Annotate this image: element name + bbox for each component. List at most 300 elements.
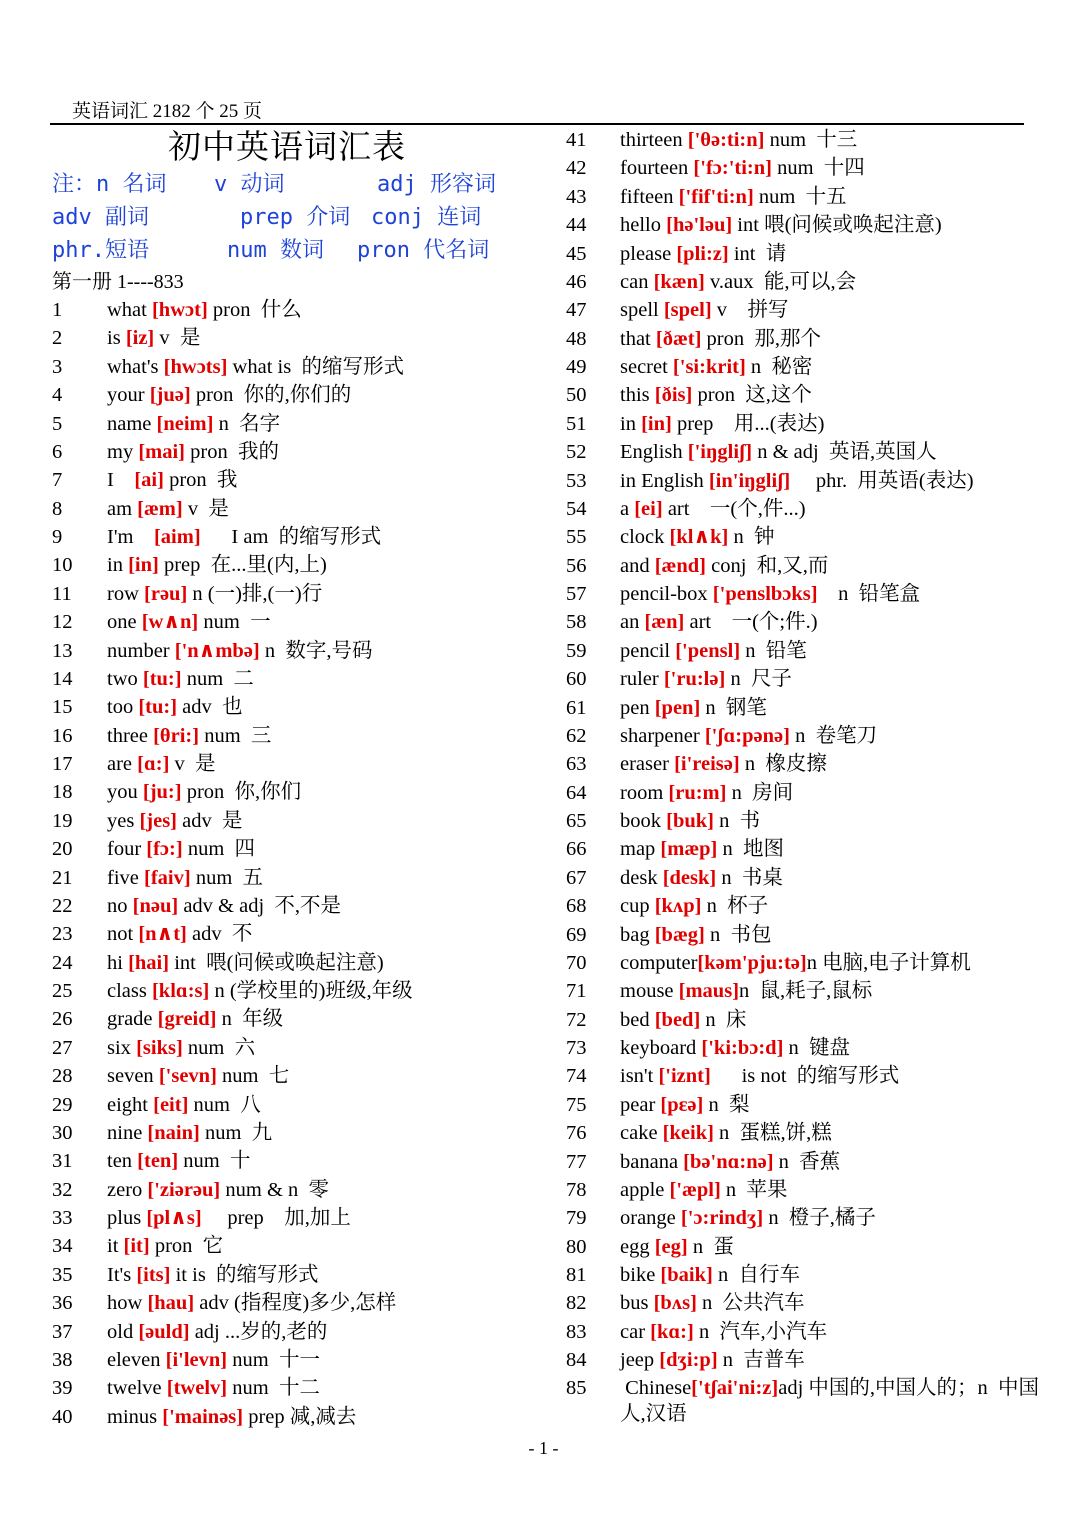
entry-phonetic: [pli:z] [676,242,729,265]
entry-phonetic: [pɛə] [660,1093,704,1116]
entry-definition: prep 减,减去 [243,1405,357,1428]
entry-definition: n 年级 [216,1008,284,1031]
entry-word: can [620,270,654,293]
entry-number: 12 [52,611,73,634]
entry-text [107,1232,223,1260]
entry-phonetic: [əuld] [138,1320,190,1343]
entry-phonetic: [kɑ:] [650,1320,694,1343]
entry-phonetic: ['mainəs] [162,1405,244,1428]
entry-text [107,665,254,693]
entry-text [107,693,243,721]
vocab-entry [52,864,552,892]
entry-definition: pron 你的,你们的 [190,384,352,407]
entry-definition: num 六 [182,1036,256,1059]
entry-phonetic: [bə'nɑ:nə] [683,1150,774,1173]
entry-definition: what is 的缩写形式 [227,355,404,378]
entry-definition: v 拼写 [711,299,789,322]
entry-definition: n 汽车,小汽车 [693,1320,828,1343]
entry-word: yes [107,809,140,832]
entry-definition: num 八 [188,1093,261,1116]
entry-word: zero [107,1178,148,1201]
entry-phonetic: [kəm'pju:tə] [697,951,807,974]
vocab-entry [566,949,1036,977]
entry-word: cup [620,895,655,918]
entry-phonetic: [kæn] [653,270,705,293]
entry-definition: n 橙子,橘子 [763,1207,876,1230]
entry-phonetic: [in'iŋgliʃ] [708,469,791,492]
entry-number: 71 [566,980,587,1003]
entry-definition: num 十三 [764,129,858,151]
entry-text [620,892,768,920]
entry-phonetic: [pen] [654,696,701,719]
entry-phonetic: [bæg] [654,923,705,946]
entry-definition: num 一 [198,611,271,634]
entry-phonetic: [iz] [125,327,155,350]
entry-word: minus [107,1405,163,1428]
entry-definition: n 书桌 [716,866,783,889]
entry-number: 80 [566,1235,587,1258]
entry-number: 2 [52,327,63,350]
entry-phonetic: [hai] [128,951,170,974]
entry-number: 19 [52,809,73,832]
entry-word: map [620,838,661,861]
entry-text [107,1403,356,1431]
entry-text [620,637,807,665]
entry-phonetic: [ru:m] [668,781,727,804]
entry-phonetic: ['æpl] [669,1178,721,1201]
entry-text [107,381,351,409]
vocab-entry [566,325,1036,353]
entry-number: 39 [52,1377,73,1400]
entry-phonetic: [mæp] [660,838,718,861]
entry-definition: n 自行车 [712,1264,800,1286]
entry-number: 10 [52,554,73,577]
entry-number: 49 [566,356,587,378]
entry-definition: prep 加,加上 [201,1207,351,1229]
entry-number: 42 [566,157,587,180]
entry-word: number [107,639,175,662]
entry-text [620,1176,787,1204]
entry-number: 4 [52,384,63,407]
entry-definition: n 梨 [703,1093,750,1116]
entry-text [107,807,243,835]
entry-text [620,779,793,807]
entry-text [620,1148,840,1176]
entry-number: 43 [566,185,587,208]
entry-phonetic: [keik] [662,1122,714,1145]
entry-word: in [107,554,129,577]
vocab-entry [52,353,552,381]
entry-text [107,353,404,381]
entry-definition: num 三 [199,724,272,747]
entry-word: eraser [620,753,675,776]
entry-definition: adv 不 [186,923,253,946]
vocab-entry [52,1403,552,1431]
entry-text [107,1147,250,1175]
vocab-entry [52,1289,552,1317]
entry-phonetic: [θri:] [153,724,200,747]
vocab-entry [566,1261,1036,1289]
entry-definition: n 尺子 [725,668,792,691]
vocab-entry [52,551,552,579]
entry-number: 15 [52,696,73,719]
entry-definition: n 杯子 [701,895,769,918]
page-header: 英语词汇 2182 个 25 页 [72,101,263,122]
entry-word: car [620,1320,651,1343]
entry-phonetic: [ɑ:] [137,753,170,775]
entry-word: and [620,554,655,577]
entry-definition: pron 什么 [207,299,302,321]
vocab-entry [52,835,552,863]
entry-word: It's [107,1263,137,1286]
vocab-entry [566,1006,1036,1034]
vocab-entry [52,920,552,948]
entry-number: 41 [566,129,587,151]
entry-number: 34 [52,1235,73,1258]
entry-text [107,637,372,665]
entry-number: 17 [52,753,73,775]
entry-number: 48 [566,327,587,350]
vocab-entry [52,466,552,494]
entry-text [620,325,821,353]
entry-number: 26 [52,1008,73,1031]
entry-definition: prep 用...(表达) [671,412,825,435]
entry-text [620,1346,805,1374]
entry-number: 65 [566,810,587,832]
entry-word: old [107,1320,139,1343]
entry-text [620,183,847,211]
entry-word: orange [620,1207,681,1230]
entry-word: bed [620,1008,655,1031]
vocab-entry [52,665,552,693]
entry-number: 51 [566,412,587,435]
entry-word: bike [620,1264,661,1286]
vocab-entry [566,750,1036,778]
right-word-list [566,126,1040,1427]
entry-number: 37 [52,1320,73,1343]
entry-definition: int 请 [728,242,787,265]
entry-phonetic: ['ziərəu] [147,1178,221,1201]
entry-text [107,722,271,750]
entry-definition: n 钢笔 [700,696,767,719]
entry-text [107,438,279,466]
entry-phonetic: [hwɔts] [163,355,228,378]
entry-phonetic: [n∧t] [138,923,187,946]
entry-word: an [620,611,645,634]
vocab-entry [566,410,1036,438]
entry-number: 66 [566,838,587,861]
entry-number: 3 [52,355,63,378]
entry-phonetic: ['iznt] [658,1065,711,1088]
entry-word: this [620,384,655,407]
entry-definition: num 十五 [753,185,847,208]
entry-number: 83 [566,1320,587,1343]
entry-number: 23 [52,923,73,946]
vocab-entry [566,353,1036,381]
vocab-entry [52,1091,552,1119]
entry-word: eleven [107,1348,166,1371]
entry-number: 73 [566,1037,587,1059]
vocab-entry [566,722,1036,750]
vocab-entry [566,580,1036,608]
entry-number: 6 [52,440,63,463]
entry-definition: n (一)排,(一)行 [187,582,323,605]
entry-word: in [620,412,642,435]
entry-text [620,410,824,438]
entry-text [620,495,806,523]
vocab-entry [52,1176,552,1204]
entry-number: 82 [566,1292,587,1315]
entry-number: 9 [52,526,63,548]
entry-phonetic: [bʌs] [653,1292,697,1315]
entry-number: 46 [566,270,587,293]
vocab-entry [566,921,1036,949]
entry-phonetic: ['penslbɔks] [712,583,818,605]
entry-definition: n 鼠,耗子,鼠标 [739,980,873,1003]
entry-phonetic: [hwɔt] [151,299,208,321]
entry-number: 45 [566,242,587,265]
entry-number: 60 [566,668,587,691]
entry-number: 31 [52,1150,73,1173]
entry-word: hi [107,951,129,974]
entry-text [620,1006,746,1034]
entry-text [620,1204,876,1232]
entry-phonetic: [ju:] [142,781,182,804]
vocab-entry [52,693,552,721]
entry-definition: conj 和,又,而 [706,554,829,577]
entry-word: seven [107,1065,159,1088]
vocab-entry [52,1374,552,1402]
legend-line-3 [52,234,552,267]
entry-text [620,1289,805,1317]
entry-word: spell [620,299,664,322]
entry-text [107,778,301,806]
entry-definition: v.aux 能,可以,会 [704,270,857,293]
entry-number: 22 [52,894,73,917]
entry-text [620,807,760,835]
entry-word: bag [620,923,655,946]
entry-text [107,608,271,636]
entry-definition: n 键盘 [783,1037,851,1059]
entry-word: row [107,582,145,605]
legend-phr: phr.短语 [52,238,149,263]
entry-number: 74 [566,1065,587,1088]
entry-number: 81 [566,1264,587,1286]
entry-number: 33 [52,1207,73,1229]
vocab-entry [566,694,1036,722]
entry-definition: n & adj 英语,英国人 [752,441,937,464]
entry-text [620,694,767,722]
vocab-entry [566,296,1036,324]
entry-text [620,438,937,466]
legend-num: num 数词 [227,238,324,263]
vocab-entry [566,977,1036,1005]
vocab-entry [566,1176,1036,1204]
entry-text [620,608,818,636]
right-column [566,126,1040,1427]
entry-definition: n 书包 [704,923,772,946]
entry-phonetic: [w∧n] [141,611,199,634]
entry-definition: int 喂(问候或唤起注意) [732,214,942,237]
entry-phonetic: ['pensl] [675,639,741,662]
entry-phonetic: [rəu] [144,582,188,605]
entry-word: mouse [620,980,679,1003]
vocab-entry [566,552,1036,580]
vocab-entry [566,1233,1036,1261]
entry-text [107,1318,327,1346]
vocab-entry [566,1289,1036,1317]
legend-adj: adj 形容词 [377,172,496,197]
entry-text [107,920,252,948]
entry-text [620,1261,800,1289]
entry-number: 35 [52,1263,73,1286]
entry-phonetic: [in] [641,412,672,435]
entry-number: 70 [566,951,587,974]
entry-number: 62 [566,724,587,747]
entry-text [107,1374,320,1402]
entry-phonetic: ['ru:lə] [663,668,726,691]
entry-phonetic: [in] [128,554,159,577]
entry-number: 14 [52,667,73,690]
vocab-entry [566,1034,1036,1062]
vocab-entry [52,1034,552,1062]
entry-text [107,1261,319,1289]
vocab-entry [52,324,552,352]
entry-definition: adv 也 [177,696,243,719]
entry-number: 85 [566,1376,587,1399]
entry-phonetic: [dʒi:p] [659,1349,718,1372]
entry-phonetic: [pl∧s] [146,1207,202,1229]
header-rule [50,123,1024,125]
entry-word: pear [620,1093,661,1116]
entry-word: fifteen [620,185,679,208]
entry-definition: num 五 [190,866,264,889]
vocab-entry [52,580,552,608]
entry-word: cake [620,1122,663,1145]
entry-word: twelve [107,1377,167,1400]
entry-word: banana [620,1150,684,1173]
entry-phonetic: [fɔ:] [146,838,183,861]
entry-number: 11 [52,582,72,605]
entry-definition: num 十 [178,1150,251,1173]
entry-number: 61 [566,696,587,719]
entry-definition: phr. 用英语(表达) [790,469,974,492]
page-number: - 1 - [528,1438,559,1458]
entry-definition: v 是 [182,497,229,520]
entry-number: 59 [566,639,587,662]
vocab-entry [52,892,552,920]
entry-word: please [620,242,677,265]
entry-phonetic: [hə'ləu] [666,214,733,237]
entry-definition: num & n 零 [220,1178,330,1201]
vocab-entry [52,523,552,551]
vocab-entry [52,1232,552,1260]
entry-word: no [107,894,133,917]
vocab-entry [52,1119,552,1147]
entry-number: 79 [566,1207,587,1230]
vocab-entry [566,268,1036,296]
entry-text [620,1091,749,1119]
legend-noun: 注：n 名词 [52,172,167,197]
entry-word: how [107,1292,148,1315]
vocab-entry [52,977,552,1005]
entry-phonetic: [bed] [654,1008,701,1031]
vocab-entry [566,1375,1040,1427]
entry-text [620,665,792,693]
entry-number: 24 [52,951,73,974]
entry-phonetic: [greid] [157,1008,217,1031]
entry-definition: v 是 [169,753,216,775]
vocab-entry [52,949,552,977]
entry-number: 40 [52,1405,73,1428]
entry-word: four [107,838,147,861]
entry-number: 67 [566,866,587,889]
entry-phonetic: [ðis] [654,384,693,407]
entry-number: 18 [52,781,73,804]
entry-word: Chinese [620,1376,692,1399]
entry-number: 53 [566,469,587,492]
legend-line-2 [52,201,552,234]
entry-text [620,864,783,892]
entry-word: grade [107,1008,158,1031]
entry-definition: n 香蕉 [773,1150,841,1173]
vocab-entry [566,864,1036,892]
vocab-entry [52,1147,552,1175]
entry-definition: v 是 [154,327,201,350]
vocab-entry [566,1062,1036,1090]
entry-phonetic: [ei] [634,497,663,520]
entry-definition: adv & adj 不,不是 [178,894,342,917]
entry-word: pencil-box [620,583,713,605]
entry-word: room [620,781,669,804]
entry-text [107,580,322,608]
vocab-entry [566,211,1036,239]
entry-definition: n 铅笔 [740,639,807,662]
entry-word: hello [620,214,667,237]
entry-definition: num 十二 [227,1377,320,1400]
vocab-entry [566,608,1036,636]
entry-phonetic: ['n∧mbə] [174,639,260,662]
entry-definition: n 苹果 [720,1178,788,1201]
entry-definition: it is 的缩写形式 [170,1263,319,1286]
vocab-entry [566,807,1036,835]
entry-text [620,552,828,580]
entry-definition: n 房间 [726,781,794,804]
vocab-entry [52,750,552,778]
vocab-entry [566,495,1036,523]
entry-text [107,324,200,352]
entry-text [107,750,216,778]
entry-text [620,921,771,949]
vocab-entry [52,1346,552,1374]
entry-word: nine [107,1121,148,1144]
entry-number: 56 [566,554,587,577]
entry-text [107,835,255,863]
entry-text [107,892,341,920]
legend-verb: v 动词 [214,172,285,197]
entry-word: a [620,497,635,520]
entry-text [107,1204,351,1232]
entry-text [620,977,872,1005]
entry-phonetic: ['θə:ti:n] [687,129,765,151]
entry-text [620,381,812,409]
entry-text [620,467,974,495]
entry-number: 32 [52,1178,73,1201]
entry-phonetic: ['fif'ti:n] [678,185,754,208]
vocab-entry [52,296,552,324]
vocab-entry [52,608,552,636]
entry-word: fourteen [620,157,694,180]
